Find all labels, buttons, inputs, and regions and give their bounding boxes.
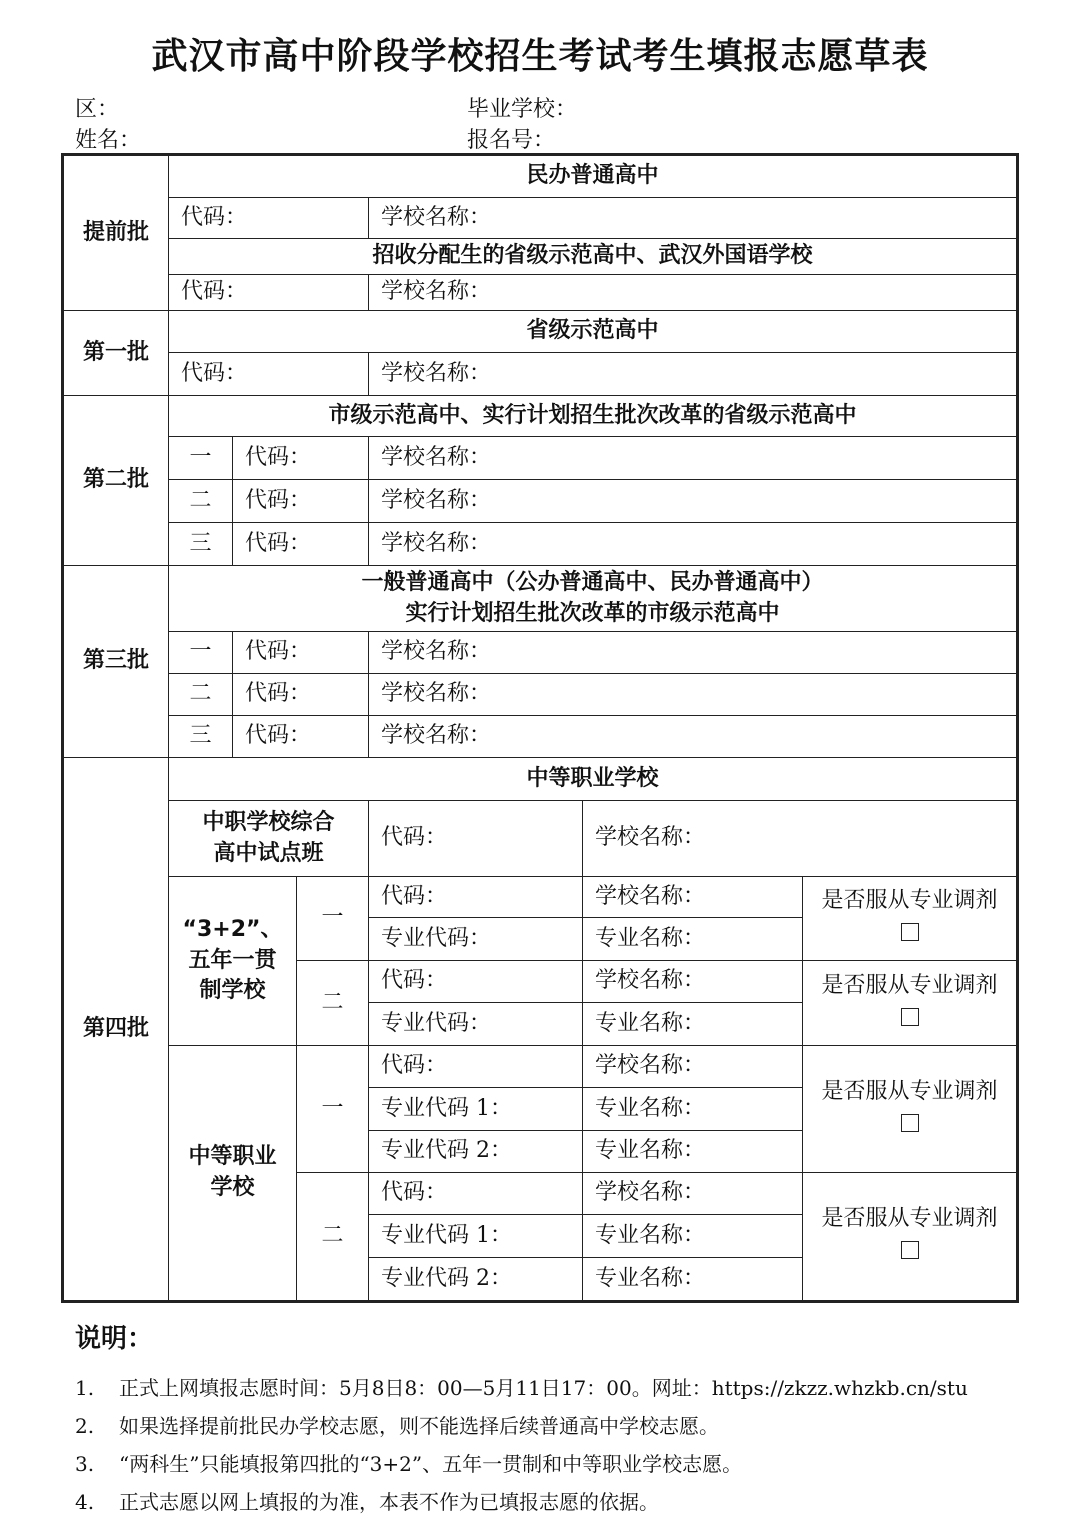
choice-number: 二 — [169, 480, 233, 523]
pilot-class-label-line-1: 中职学校综合 — [202, 809, 335, 835]
early-private-section-title: 民办普通高中 — [169, 156, 1017, 198]
obey-adjustment-label: 是否服从专业调剂 — [821, 1078, 998, 1104]
note-number: 2. — [75, 1414, 95, 1438]
note-number: 3. — [75, 1452, 95, 1476]
major-name-field[interactable]: 专业名称： — [583, 1215, 803, 1258]
code-field[interactable]: 代码： — [233, 716, 369, 758]
first-batch-code-field[interactable]: 代码： — [169, 353, 369, 396]
first-batch-choice-row — [64, 353, 1017, 396]
third-batch-label: 第三批 — [64, 566, 169, 758]
school-name-field[interactable]: 学校名称： — [583, 1046, 803, 1088]
obey-adjustment-label: 是否服从专业调剂 — [821, 1206, 998, 1232]
note-text: 正式上网填报志愿时间：5月8日8：00—5月11日17：00。网址：https://zkzz.whzkb.cn/stu — [119, 1376, 968, 1400]
third-batch-choice-2 — [64, 674, 1017, 716]
vocational-label-line-2: 学校 — [210, 1175, 255, 1200]
obey-adjustment-checkbox[interactable] — [901, 923, 919, 941]
pilot-school-name-field[interactable]: 学校名称： — [583, 801, 1017, 877]
code-field[interactable]: 代码： — [369, 1046, 583, 1088]
choice-number: 一 — [297, 1046, 369, 1173]
pilot-class-label — [169, 801, 369, 877]
pilot-class-row — [64, 801, 1017, 877]
note-item — [75, 1369, 1035, 1407]
first-batch-label: 第一批 — [64, 311, 169, 396]
fourth-batch-section-title: 中等职业学校 — [169, 758, 1017, 801]
graduation-school-label: 毕业学校： — [467, 97, 578, 122]
notes-section — [75, 1318, 1035, 1521]
obey-adjustment-cell — [803, 1173, 1017, 1301]
school-name-field[interactable]: 学校名称： — [583, 877, 803, 918]
five-year-label-line-3: 制学校 — [199, 978, 266, 1004]
third-batch-choice-3 — [64, 716, 1017, 758]
choice-number: 二 — [297, 961, 369, 1046]
note-item — [75, 1445, 1035, 1483]
third-batch-choice-1 — [64, 632, 1017, 674]
note-text: 正式志愿以网上填报的为准，本表不作为已填报志愿的依据。 — [119, 1490, 659, 1514]
major-code-2-field[interactable]: 专业代码 2： — [369, 1131, 583, 1173]
early-model-row — [64, 275, 1017, 311]
obey-adjustment-label: 是否服从专业调剂 — [821, 972, 998, 998]
pilot-code-field[interactable]: 代码： — [369, 801, 583, 877]
code-field[interactable]: 代码： — [233, 437, 369, 480]
student-name-label: 姓名： — [75, 128, 142, 153]
obey-adjustment-cell — [803, 961, 1017, 1046]
choice-number: 一 — [169, 632, 233, 674]
note-number: 1. — [75, 1376, 95, 1400]
school-name-field[interactable]: 学校名称： — [369, 523, 1017, 566]
third-batch-title-line-1: 一般普通高中（公办普通高中、民办普通高中） — [361, 569, 824, 595]
five-year-label-line-2: 五年一贯 — [188, 947, 277, 973]
early-batch-row — [64, 156, 1017, 198]
second-batch-row — [64, 396, 1017, 437]
code-field[interactable]: 代码： — [369, 1173, 583, 1215]
school-name-field[interactable]: 学校名称： — [369, 716, 1017, 758]
code-field[interactable]: 代码： — [369, 877, 583, 918]
note-item — [75, 1483, 1035, 1521]
early-batch-label: 提前批 — [64, 156, 169, 311]
fourth-batch-label: 第四批 — [64, 758, 169, 1301]
district-label: 区： — [75, 97, 120, 122]
choice-number: 三 — [169, 716, 233, 758]
obey-adjustment-label: 是否服从专业调剂 — [821, 888, 998, 914]
school-name-field[interactable]: 学校名称： — [369, 674, 1017, 716]
choice-number: 一 — [169, 437, 233, 480]
school-name-field[interactable]: 学校名称： — [369, 480, 1017, 523]
third-batch-section-title — [169, 566, 1017, 632]
obey-adjustment-checkbox[interactable] — [901, 1008, 919, 1026]
choice-number: 三 — [169, 523, 233, 566]
choice-number: 二 — [297, 1173, 369, 1301]
code-field[interactable]: 代码： — [233, 523, 369, 566]
second-batch-choice-2 — [64, 480, 1017, 523]
early-model-school-name-field[interactable]: 学校名称： — [369, 275, 1017, 311]
early-model-code-field[interactable]: 代码： — [169, 275, 369, 311]
school-name-field[interactable]: 学校名称： — [583, 1173, 803, 1215]
school-name-field[interactable]: 学校名称： — [369, 632, 1017, 674]
vocational-choice-1-row — [64, 1046, 1017, 1088]
five-year-label-line-1: “3+2”、 — [182, 916, 283, 942]
major-code-2-field[interactable]: 专业代码 2： — [369, 1258, 583, 1301]
major-code-1-field[interactable]: 专业代码 1： — [369, 1215, 583, 1258]
note-item — [75, 1407, 1035, 1445]
vocational-label-line-1: 中等职业 — [188, 1144, 277, 1170]
code-field[interactable]: 代码： — [369, 961, 583, 1003]
code-field[interactable]: 代码： — [233, 480, 369, 523]
five-year-school-label — [169, 877, 297, 1046]
obey-adjustment-cell — [803, 1046, 1017, 1173]
third-batch-row — [64, 566, 1017, 632]
early-model-section-row — [64, 239, 1017, 275]
first-batch-row — [64, 311, 1017, 353]
major-code-field[interactable]: 专业代码： — [369, 918, 583, 961]
five-year-choice-1-row — [64, 877, 1017, 918]
note-number: 4. — [75, 1490, 95, 1514]
school-name-field[interactable]: 学校名称： — [369, 437, 1017, 480]
note-text: 如果选择提前批民办学校志愿，则不能选择后续普通高中学校志愿。 — [119, 1414, 719, 1438]
major-name-field[interactable]: 专业名称： — [583, 1088, 803, 1131]
obey-adjustment-checkbox[interactable] — [901, 1241, 919, 1259]
obey-adjustment-checkbox[interactable] — [901, 1114, 919, 1132]
vocational-school-label — [169, 1046, 297, 1301]
early-model-section-title: 招收分配生的省级示范高中、武汉外国语学校 — [169, 239, 1017, 275]
obey-adjustment-cell — [803, 877, 1017, 961]
application-form-table — [63, 155, 1017, 1301]
choice-number: 二 — [169, 674, 233, 716]
fourth-batch-row — [64, 758, 1017, 801]
second-batch-label: 第二批 — [64, 396, 169, 566]
major-code-1-field[interactable]: 专业代码 1： — [369, 1088, 583, 1131]
registration-number-label: 报名号： — [467, 128, 556, 153]
early-private-code-field[interactable]: 代码： — [169, 198, 369, 239]
note-text: “两科生”只能填报第四批的“3+2”、五年一贯制和中等职业学校志愿。 — [119, 1452, 743, 1476]
pilot-class-label-line-2: 高中试点班 — [213, 840, 324, 866]
notes-title: 说明： — [75, 1324, 154, 1354]
major-name-field[interactable]: 专业名称： — [583, 1003, 803, 1046]
second-batch-choice-3 — [64, 523, 1017, 566]
third-batch-title-line-2: 实行计划招生批次改革的市级示范高中 — [405, 600, 780, 626]
major-code-field[interactable]: 专业代码： — [369, 1003, 583, 1046]
first-batch-school-name-field[interactable]: 学校名称： — [369, 353, 1017, 396]
page-title: 武汉市高中阶段学校招生考试考生填报志愿草表 — [151, 36, 929, 77]
early-private-row — [64, 198, 1017, 239]
code-field[interactable]: 代码： — [233, 674, 369, 716]
school-name-field[interactable]: 学校名称： — [583, 961, 803, 1003]
second-batch-section-title: 市级示范高中、实行计划招生批次改革的省级示范高中 — [169, 396, 1017, 437]
major-name-field[interactable]: 专业名称： — [583, 1131, 803, 1173]
second-batch-choice-1 — [64, 437, 1017, 480]
first-batch-section-title: 省级示范高中 — [169, 311, 1017, 353]
major-name-field[interactable]: 专业名称： — [583, 1258, 803, 1301]
code-field[interactable]: 代码： — [233, 632, 369, 674]
major-name-field[interactable]: 专业名称： — [583, 918, 803, 961]
choice-number: 一 — [297, 877, 369, 961]
early-private-school-name-field[interactable]: 学校名称： — [369, 198, 1017, 239]
